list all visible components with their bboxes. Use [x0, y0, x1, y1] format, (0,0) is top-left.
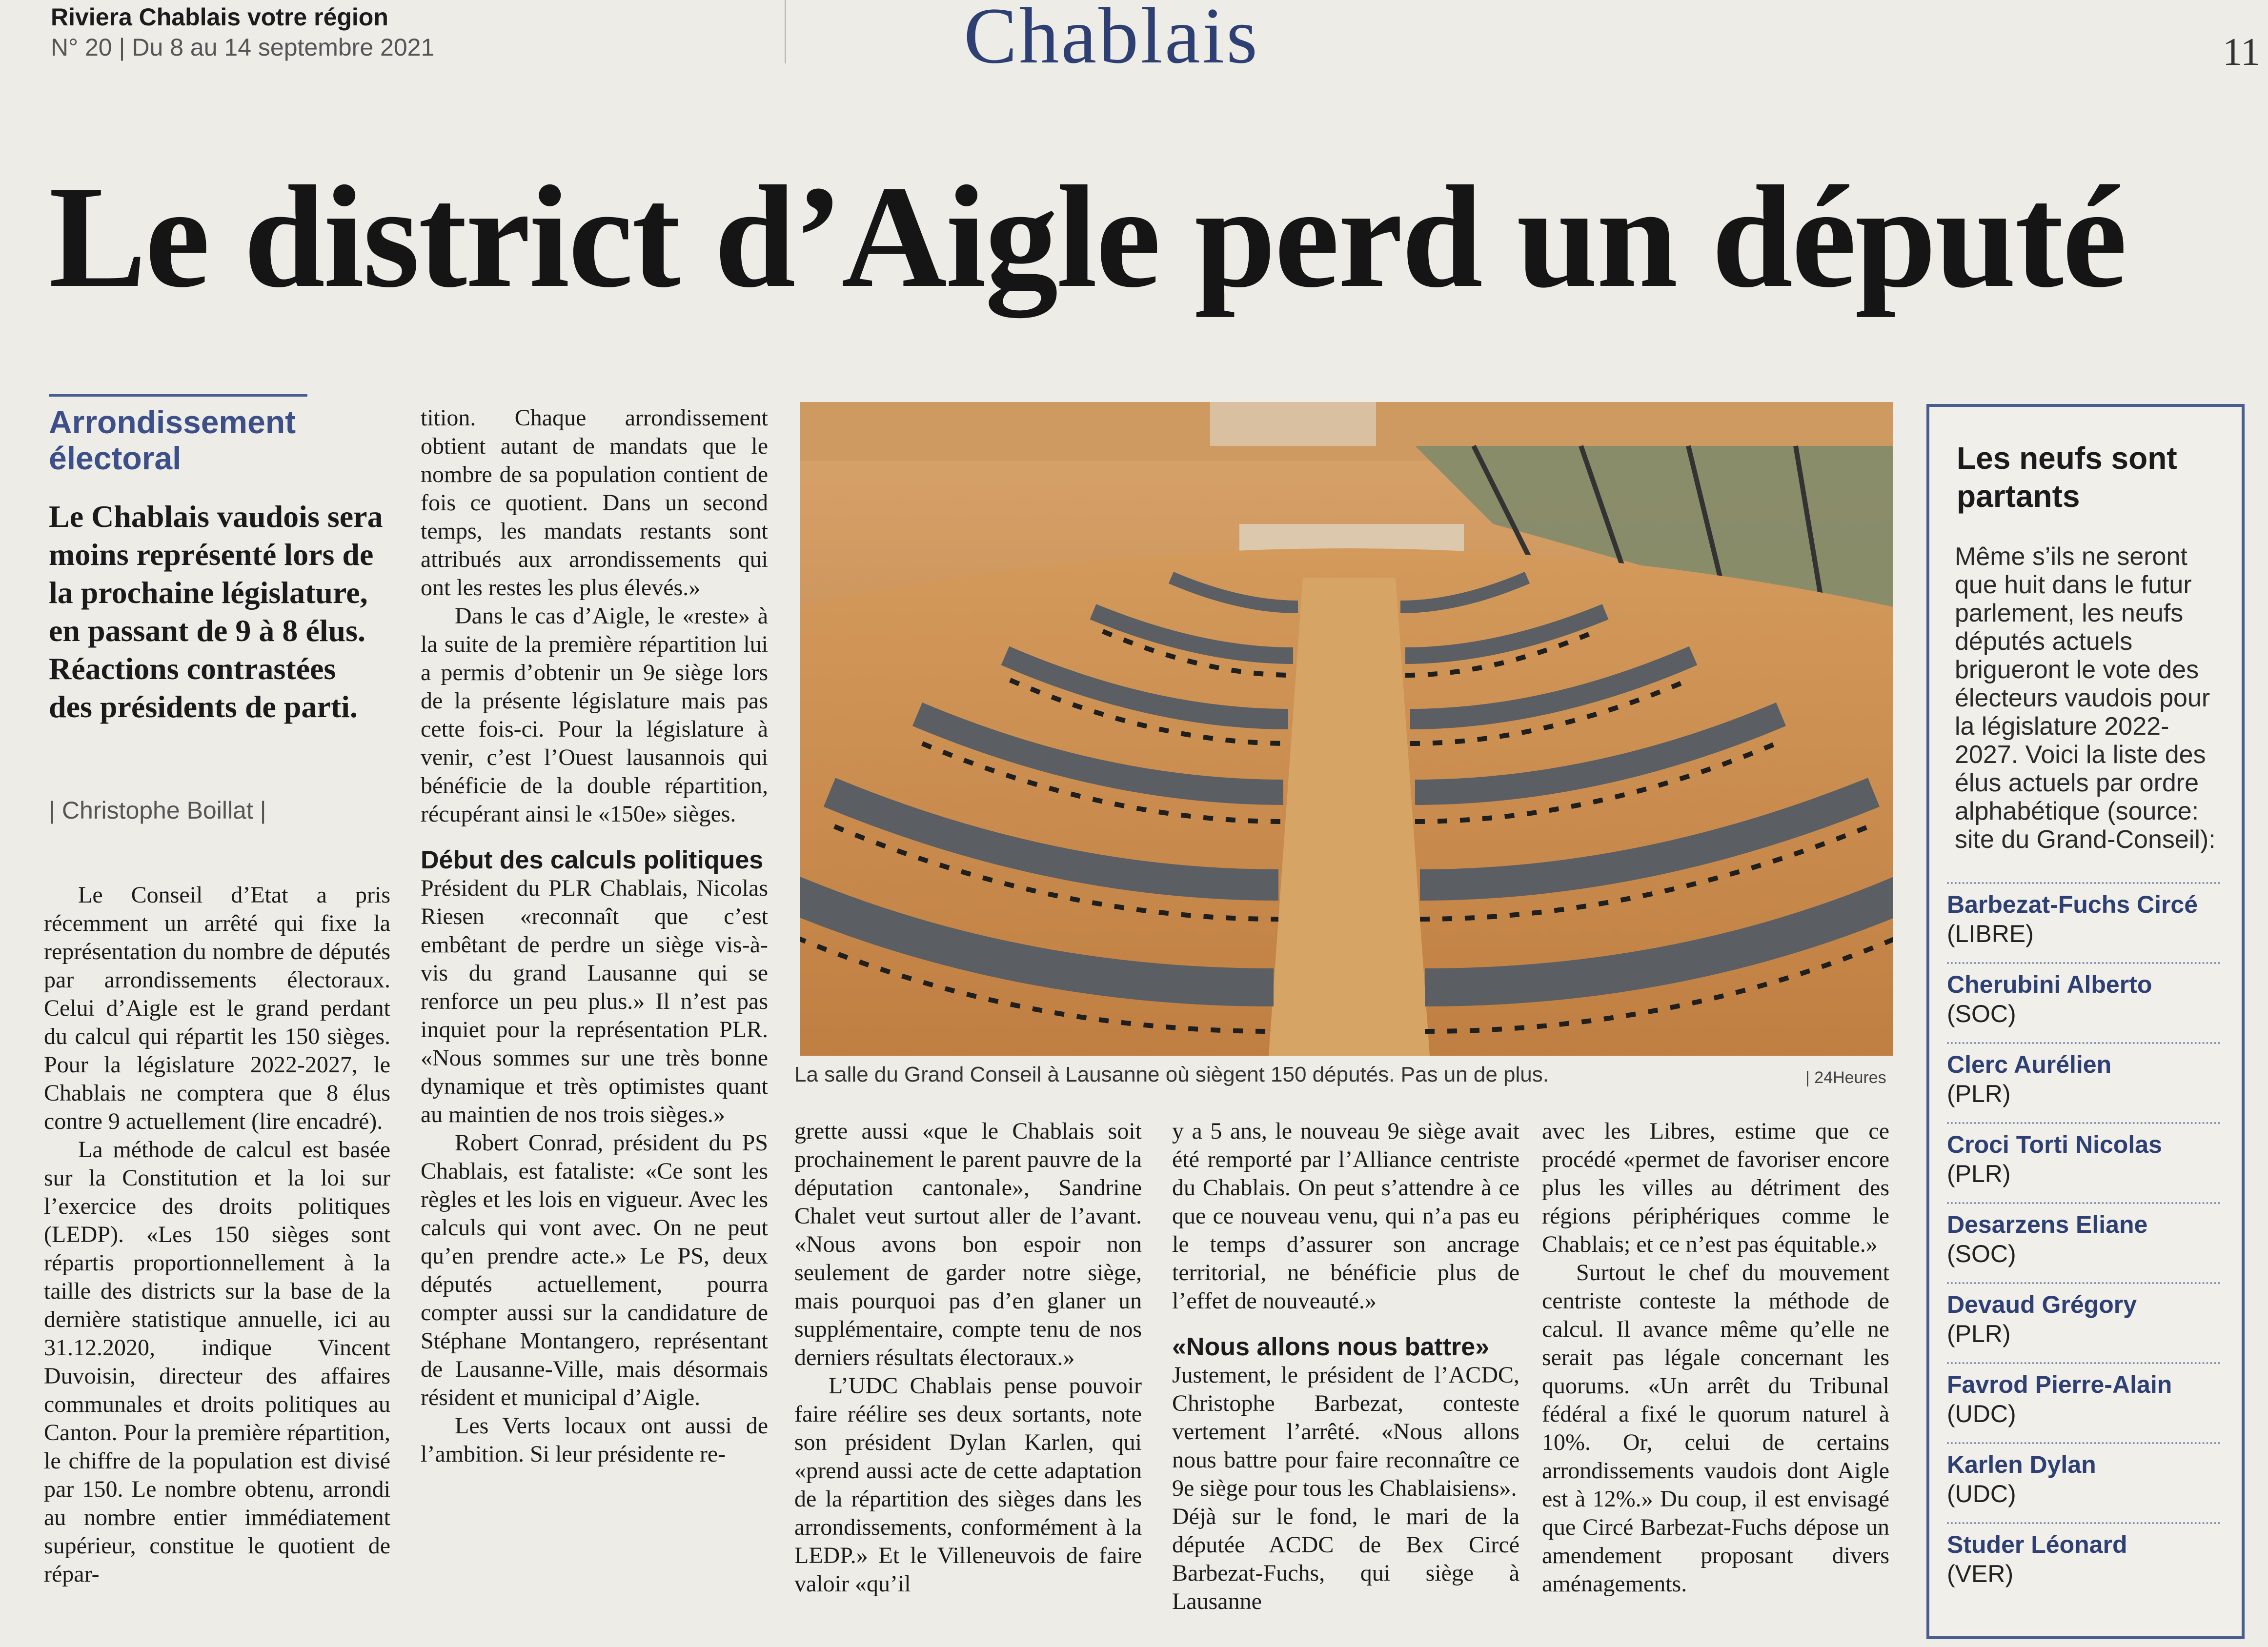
deputy-entry: [1947, 1442, 2220, 1508]
deputy-party: (UDC): [1947, 1480, 2016, 1507]
deputy-name: Barbezat-Fuchs Circé: [1947, 891, 2198, 918]
kicker-rule: [49, 394, 307, 397]
deputy-name: Croci Torti Nicolas: [1947, 1131, 2162, 1158]
deputy-name: Desarzens Eliane: [1947, 1211, 2148, 1238]
deputy-name: Studer Léonard: [1947, 1531, 2127, 1558]
deputy-party: (PLR): [1947, 1160, 2011, 1187]
paragraph: La méthode de calcul est basée sur la Constitution et la loi sur l’exercice des droits politiques (LEDP). «Les 150 sièges sont répartis proportionnellement à la taille des districts sur la base de la dernière statistique annuelle, ici au 31.12.2020, indique Vincent Duvoisin, directeur des affaires communales et droits politiques au Canton. Pour la première répartition, le chiffre de la population est divisé par 150. Le nombre obtenu, arrondi au nombre entier immédiatement supérieur, constitue le quotient de répar-: [44, 1137, 390, 1587]
photo-caption: La salle du Grand Conseil à Lausanne où siègent 150 députés. Pas un de plus.: [794, 1063, 1549, 1086]
issue-line: N° 20 | Du 8 au 14 septembre 2021: [51, 34, 435, 61]
paragraph: tition. Chaque arrondissement obtient autant de mandats que le nombre de sa population contient de fois ce quotient. Dans un second temps, les mandats restants sont attribués aux arrondissements qui ont les restes les plus élevés.»: [421, 405, 768, 601]
paragraph: avec les Libres, estime que ce procédé «permet de favoriser encore plus les villes au détriment des régions périphériques comme le Chablais; et ce n’est pas équitable.»: [1542, 1118, 1889, 1257]
paragraph: Les Verts locaux ont aussi de l’ambition. Si leur présidente re-: [421, 1413, 768, 1467]
headline: Le district d’Aigle perd un député: [49, 156, 2126, 318]
deputy-party: (SOC): [1947, 1000, 2016, 1027]
lead-paragraph: Le Chablais vaudois sera moins représenté lors de la prochaine législature, en passant de 9 à 8 élus. Réactions contrastées des présidents de parti.: [49, 499, 383, 724]
article-column-4: [1172, 1117, 1519, 1616]
region-name: Riviera Chablais votre région: [51, 3, 388, 31]
paragraph: grette aussi «que le Chablais soit prochainement le parent pauvre de la députation cantonale», Sandrine Chalet veut surtout aller de l’avant. «Nous avons bon espoir non seulement de garder notre siège, mais pourquoi pas d’en glaner un supplémentaire, compte tenu de nos derniers résultats électoraux.»: [794, 1118, 1142, 1370]
deputy-entry: [1947, 1042, 2220, 1108]
deputy-party: (PLR): [1947, 1080, 2011, 1107]
paragraph: Robert Conrad, président du PS Chablais, est fataliste: «Ce sont les règles et les lois en vigueur. Avec les calculs qui vont avec. On ne peut qu’en prendre acte.» Le PS, deux députés actuellement, pourra compter aussi sur la candidature de Stéphane Montangero, représentant de Lausanne-Ville, mais désormais résident et municipal d’Aigle.: [421, 1130, 768, 1410]
deputy-name: Cherubini Alberto: [1947, 971, 2152, 998]
section-title: Chablais: [964, 0, 1259, 80]
deputy-name: Favrod Pierre-Alain: [1947, 1371, 2172, 1398]
deputy-entry: [1947, 1522, 2220, 1588]
article-column-2: [421, 404, 768, 1468]
paragraph: Président du PLR Chablais, Nicolas Riesen «reconnaît que c’est embêtant de perdre un siège vis-à-vis du grand Lausanne qui se renforce un peu plus.» Il n’est pas inquiet pour la représentation PLR. «Nous sommes sur une très bonne dynamique et très optimistes quant au maintien de nos trois sièges.»: [421, 875, 768, 1127]
deputy-entry: [1947, 1282, 2220, 1348]
article-column-5: [1542, 1117, 1889, 1598]
deputy-entry: [1947, 1122, 2220, 1188]
sidebar-intro: Même s’ils ne seront que huit dans le futur parlement, les neufs députés actuels brigueront le vote des électeurs vaudois pour la législature 2022-2027. Voici la liste des élus actuels par ordre alphabétique (source: site du Grand-Conseil):: [1955, 542, 2216, 854]
paragraph: Surtout le chef du mouvement centriste conteste la méthode de calcul. Il avance même qu’elle ne serait pas légale concernant les quorums. «Un arrêt du Tribunal fédéral a fixé le quorum naturel à 10%. Or, celui de certains arrondissements vaudois dont Aigle est à 12%.» Du coup, il est envisagé que Circé Barbezat-Fuchs dépose un amendement proposant divers aménagements.: [1542, 1260, 1889, 1597]
deputy-party: (LIBRE): [1947, 920, 2034, 947]
subheading: Début des calculs politiques: [421, 846, 764, 874]
sidebar-title: Les neufs sont partants: [1957, 441, 2177, 514]
article-column-3: [794, 1117, 1142, 1598]
paragraph: L’UDC Chablais pense pouvoir faire réélire ses deux sortants, note son président Dylan Karlen, qui «prend aussi acte de cette adaptation de la répartition des sièges dans les arrondissements, conformément à la LEDP.» Et le Villeneuvois de faire valoir «qu’il: [794, 1373, 1142, 1597]
parliament-hall-photo: [800, 402, 1893, 1056]
deputy-entry: [1947, 1362, 2220, 1428]
paragraph: Le Conseil d’Etat a pris récemment un arrêté qui fixe la représentation du nombre de députés par arrondissements électoraux. Celui d’Aigle est le grand perdant du calcul qui répartit les 150 sièges. Pour la législature 2022-2027, le Chablais ne comptera que 8 élus contre 9 actuellement (lire encadré).: [44, 882, 390, 1134]
page-number: 11: [2223, 31, 2261, 74]
deputy-party: (SOC): [1947, 1240, 2016, 1267]
deputy-party: (VER): [1947, 1560, 2014, 1587]
photo-credit: | 24Heures: [1805, 1068, 1886, 1087]
masthead-divider: [785, 0, 786, 63]
paragraph: Dans le cas d’Aigle, le «reste» à la suite de la première répartition lui a permis d’obtenir un 9e siège lors de la présente législature mais pas cette fois-ci. Pour la législature à venir, c’est l’Ouest lausannois qui bénéficie de la double répartition, récupérant ainsi le «150e» sièges.: [421, 603, 768, 827]
byline: | Christophe Boillat |: [49, 797, 266, 824]
parliament-hall-illustration: [800, 402, 1893, 1056]
deputy-party: (PLR): [1947, 1320, 2011, 1347]
deputy-name: Devaud Grégory: [1947, 1291, 2137, 1318]
paragraph: y a 5 ans, le nouveau 9e siège avait été remporté par l’Alliance centriste du Chablais. On peut s’attendre à ce que ce nouveau venu, qui n’a pas eu le temps d’assurer son ancrage territorial, ne bénéficie plus de l’effet de nouveauté.»: [1172, 1118, 1519, 1314]
subheading: «Nous allons nous battre»: [1172, 1333, 1490, 1361]
deputy-party: (UDC): [1947, 1400, 2016, 1427]
paragraph: Déjà sur le fond, le mari de la députée ACDC de Bex Circé Barbezat-Fuchs, qui siège à Lausanne: [1172, 1504, 1519, 1614]
deputy-name: Karlen Dylan: [1947, 1451, 2096, 1478]
deputy-entry: [1947, 882, 2220, 948]
deputy-entry: [1947, 1202, 2220, 1268]
deputy-name: Clerc Aurélien: [1947, 1051, 2112, 1078]
kicker: Arrondissement électoral: [49, 404, 296, 476]
article-column-1: [44, 881, 390, 1588]
deputy-entry: [1947, 962, 2220, 1028]
paragraph: Justement, le président de l’ACDC, Christophe Barbezat, conteste vertement l’arrêté. «Nous allons nous battre pour faire reconnaître ce 9e siège pour tous les Chablaisiens».: [1172, 1362, 1519, 1501]
